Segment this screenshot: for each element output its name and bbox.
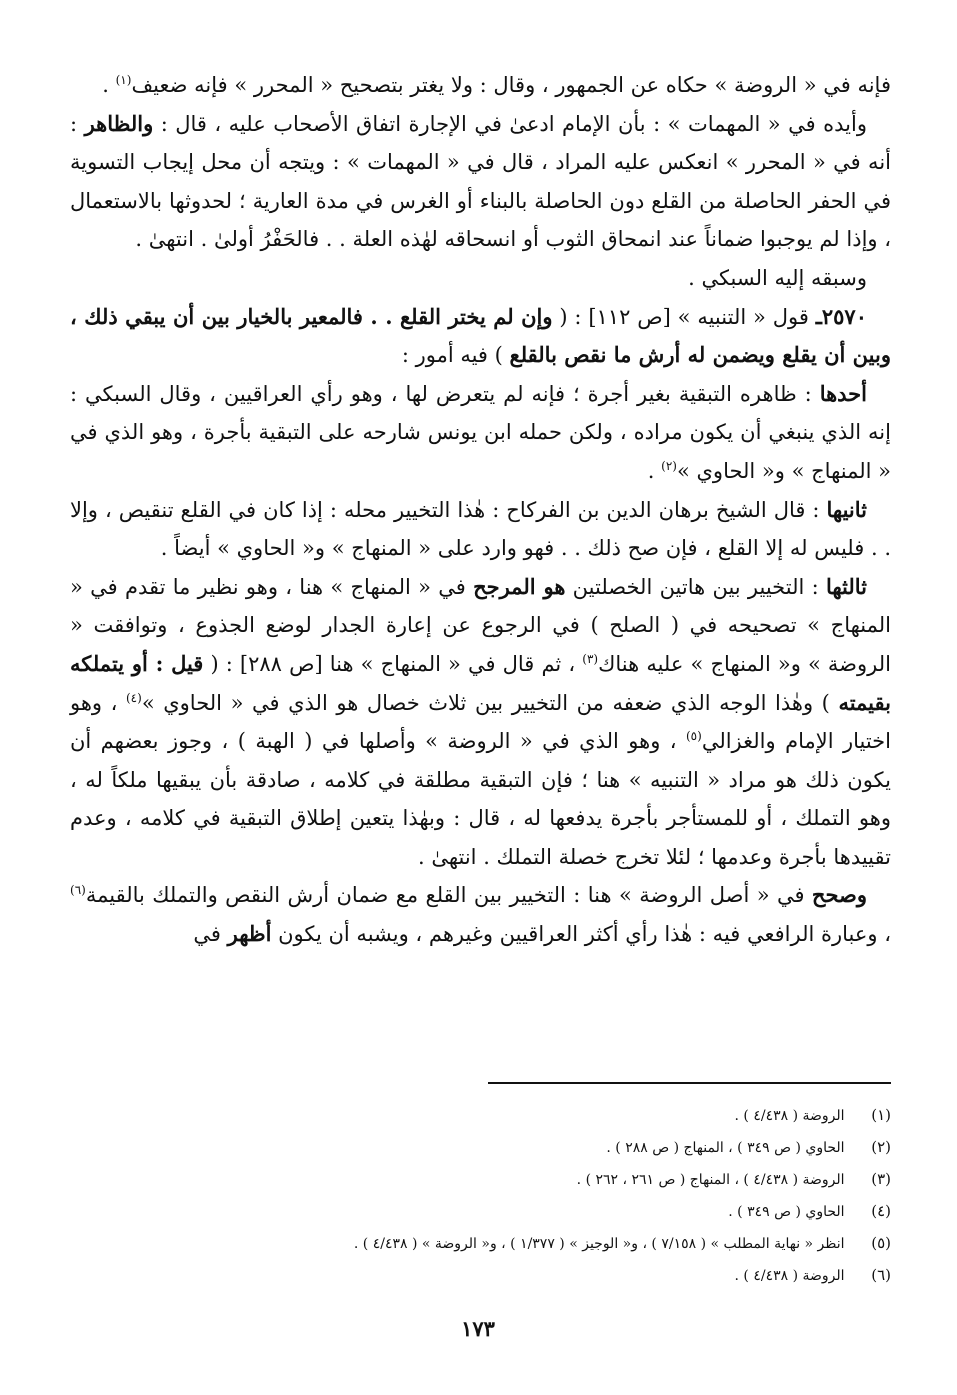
footnote-number: (٥) <box>871 1234 891 1252</box>
footnote-separator <box>488 1082 891 1084</box>
footnote-text: الحاوي ( ص ٣٤٩ ) ، المنهاج ( ص ٢٨٨ ) . <box>606 1140 845 1156</box>
paragraph-text: في « المنهاج » هنا ، وهو نظير ما تقدم في « المنهاج » تصحيحه في ( الصلح ) في الرجوع عن إعارة الجدار لوضع الجذوع ، وتوافقت « الروضة » و« المنهاج » عليه هناك <box>70 574 891 676</box>
paragraph-text: قول « التنبيه » [ص ١١٢] : ( <box>552 304 816 329</box>
footnote-number: (٦) <box>871 1266 891 1284</box>
footnote-number: (٣) <box>871 1170 891 1188</box>
footnote-item <box>190 1164 891 1196</box>
footnote-item <box>190 1100 891 1132</box>
paragraph-text: في « أصل الروضة » هنا : التخيير بين القلع مع ضمان أرش النقص والتملك بالقيمة <box>85 883 812 908</box>
paragraph-text: : التخيير بين هاتين الخصلتين <box>565 574 826 599</box>
footnote-text: الروضة ( ٤/٤٣٨ ) . <box>734 1108 845 1124</box>
footnote-number: (١) <box>871 1106 891 1124</box>
footnote-marker: (٣) <box>582 651 599 666</box>
paragraph-text: ، وعبارة الرافعي فيه : هٰذا رأي أكثر العراقيين وغيرهم ، ويشبه أن يكون <box>271 922 891 947</box>
bold-term: ثالثها <box>825 573 867 599</box>
footnote-number: (٢) <box>871 1138 891 1156</box>
quoted-text: وإن لم يختر القلع . . فالمعير بالخيار بين أن يبقي ذلك ، وبين أن يقلع ويضمن له أرش ما نقص بالقلع <box>70 303 891 368</box>
main-text <box>70 66 891 954</box>
footnote-text: الروضة ( ٤/٤٣٨ ) ، المنهاج ( ص ٢٦١ ، ٢٦٢ ) . <box>576 1172 845 1188</box>
footnote-marker: (٤) <box>125 690 142 705</box>
quoted-text: قيل : أو يتملكه بقيمته <box>70 650 891 715</box>
paragraph-text: فإنه في « الروضة » حكاه عن الجمهور ، وقال : ولا يغتر بتصحيح « المحرر » فإنه ضعيف <box>131 73 891 97</box>
issue-number: ٢٥٧٠ـ <box>815 303 867 329</box>
bold-term: ثانيها <box>826 496 867 522</box>
footnote-marker: (٢) <box>661 458 677 473</box>
paragraph-5 <box>70 375 891 491</box>
paragraph-text: : أنه في « المحرر » انعكس عليه المراد ، قال في « المهمات » : ويتجه أن محل إيجاب التسوية في الحفر الحاصلة من القلع دون الحاصلة بالبناء أو الغرس في مدة العارية ؛ لحدوثها بالاستعمال ، وإذا لم يوجبوا ضماناً عند انمحاق الثوب أو انسحاقه لهٰذه العلة . . فالحَفْرُ أولىٰ . انتهىٰ . <box>70 111 892 252</box>
paragraph-text: ) وهٰذا الوجه الذي ضعفه من التخيير بين ثلاث خصال هو الذي في « الحاوي » <box>141 690 839 715</box>
bold-term: هو المرجح <box>473 573 566 599</box>
paragraph-text: : ظاهره التبقية بغير أجرة ؛ فإنه لم يتعرض لها ، وهو رأي العراقيين ، وقال السبكي : إنه الذي ينبغي أن يكون مراده ، ولكن حمله ابن يونس شارحه على التبقية بأجرة ، وهو الذي في « المنهاج » و« الحاوي » <box>70 381 891 483</box>
paragraph-text: : قال الشيخ برهان الدين بن الفركاح : هٰذا التخيير محله : إذا كان في القلع تنقيص ، وإلا . . فليس له إلا القلع ، فإن صح ذلك . . فهو وارد على « المنهاج » و« الحاوي » أيضاً . <box>70 497 891 561</box>
footnotes <box>190 1100 891 1292</box>
bold-term: والظاهر <box>84 110 154 136</box>
footnote-text: الحاوي ( ص ٣٤٩ ) . <box>728 1204 845 1220</box>
paragraph-3 <box>70 259 891 298</box>
footnote-item <box>190 1132 891 1164</box>
page-number: ١٧٣ <box>461 1316 495 1341</box>
paragraph-text: . <box>647 458 662 483</box>
paragraph-text: ، ثم قال في « المنهاج » هنا [ص ٢٨٨] : ( <box>203 651 583 676</box>
paragraph-1 <box>70 66 891 105</box>
paragraph-7 <box>70 568 891 877</box>
paragraph-text: ، وهو اختيار الإمام والغزالي <box>70 690 891 754</box>
paragraph-text: . <box>102 73 116 97</box>
paragraph-text: في <box>193 922 228 947</box>
footnote-number: (٤) <box>871 1202 891 1220</box>
bold-term: أحدها <box>819 380 867 406</box>
paragraph-6 <box>70 491 891 568</box>
footnote-marker: (٥) <box>685 729 702 744</box>
footnote-marker: (٦) <box>70 883 86 898</box>
paragraph-8 <box>70 876 891 953</box>
footnote-item <box>190 1228 891 1260</box>
paragraph-text: ) فيه أمور : <box>401 343 510 368</box>
bold-term: أظهر <box>227 921 272 947</box>
footnote-item <box>190 1260 891 1292</box>
footnote-text: الروضة ( ٤/٤٣٨ ) . <box>734 1268 845 1284</box>
paragraph-4 <box>70 298 891 375</box>
paragraph-text: وسبقه إليه السبكي . <box>688 265 867 290</box>
footnote-text: انظر « نهاية المطلب » ( ٧/١٥٨ ) ، و« الوجيز » ( ١/٣٧٧ ) ، و« الروضة » ( ٤/٤٣٨ ) . <box>353 1236 845 1252</box>
paragraph-text: ، وهو الذي في « الروضة » وأصلها في ( الهبة ) ، وجوز بعضهم أن يكون ذلك هو مراد « التنبيه » هنا ؛ فإن التبقية مطلقة في كلامه ، صادقة بأن يبقيها ملكاً له ، وهو التملك ، أو للمستأجر بأجرة يدفعها له ، قال : وبهٰذا يتعين إطلاق التبقية في كلامه ، وعدم تقييدها بأجرة وعدمها ؛ لئلا تخرج خصلة التملك . انتهىٰ . <box>70 729 891 869</box>
footnote-marker: (١) <box>115 73 132 87</box>
paragraph-text: وأيده في « المهمات » : بأن الإمام ادعىٰ في الإجارة اتفاق الأصحاب عليه ، قال : <box>153 111 867 136</box>
paragraph-2 <box>70 105 891 259</box>
bold-term: وصحح <box>811 882 867 908</box>
footnote-item <box>190 1196 891 1228</box>
